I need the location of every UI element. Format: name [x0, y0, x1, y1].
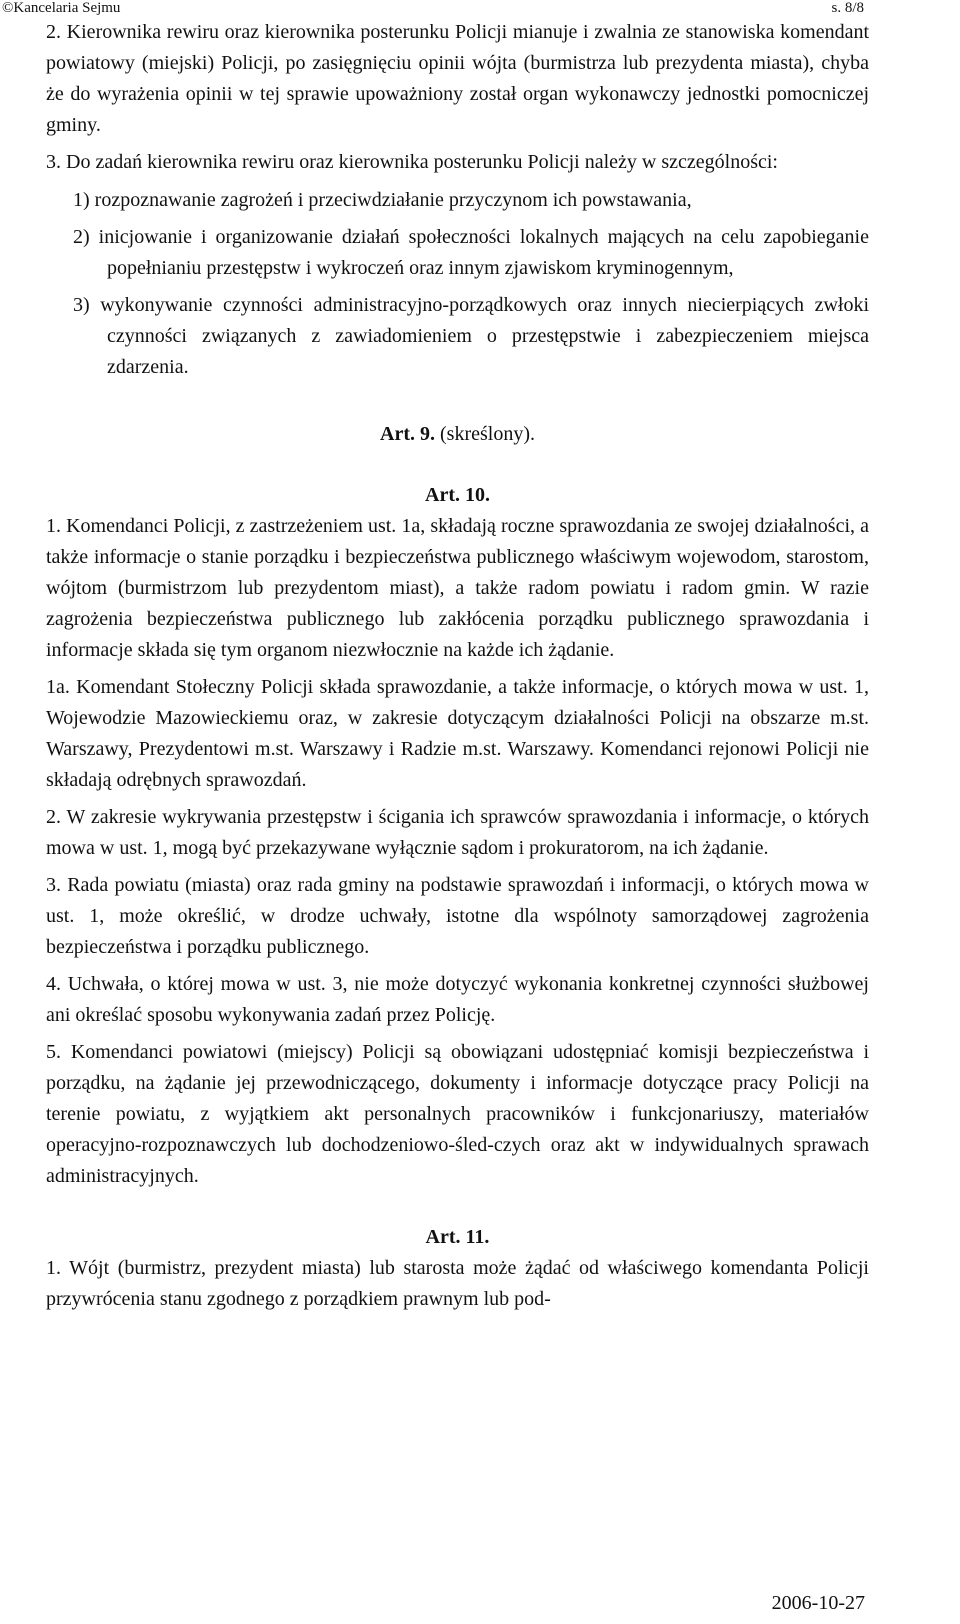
art10-paragraph-2: 2. W zakresie wykrywania przestępstw i ścigania ich sprawców sprawozdania i informacje, o których mowa w ust. 1, mogą być przekazywane wyłącznie sądom i prokuratorom, na ich żądanie.	[46, 806, 869, 859]
art8-paragraph-3-intro: 3. Do zadań kierownika rewiru oraz kierownika posterunku Policji należy w szczególności:	[46, 151, 778, 173]
header-copyright: ©Kancelaria Sejmu	[2, 0, 121, 16]
art8-paragraph-2: 2. Kierownika rewiru oraz kierownika posterunku Policji mianuje i zwalnia ze stanowiska komendant powiatowy (miejski) Policji, po zasięgnięciu opinii wójta (burmistrza lub prezydenta miasta), chyba że do wyrażenia opinii w tej sprawie upoważniony został organ wykonawczy jednostki pomocniczej gminy.	[46, 21, 869, 136]
list-item: 1) rozpoznawanie zagrożeń i przeciwdziałanie przyczynom ich powstawania,	[73, 189, 692, 211]
art10-paragraph-3: 3. Rada powiatu (miasta) oraz rada gminy na podstawie sprawozdań i informacji, o których mowa w ust. 1, może określić, w drodze uchwały, istotne dla wspólnoty samorządowej zagrożenia bezpieczeństwa i porządku publicznego.	[46, 874, 869, 958]
footer-date: 2006-10-27	[771, 1592, 865, 1614]
art8-paragraph-3-list	[46, 185, 869, 383]
document-body	[46, 17, 869, 1315]
list-item: 3) wykonywanie czynności administracyjno-porządkowych oraz innych niecierpiących zwłoki czynności związanych z zawiadomieniem o przestępstwie i zabezpieczeniem miejsca zdarzenia.	[73, 294, 869, 378]
art10-paragraph-1a: 1a. Komendant Stołeczny Policji składa sprawozdanie, a także informacje, o których mowa w ust. 1, Wojewodzie Mazowieckiemu oraz, w zakresie dotyczącym działalności Policji na obszarze m.st. Warszawy, Prezydentowi m.st. Warszawy i Radzie m.st. Warszawy. Komendanci rejonowi Policji nie składają odrębnych sprawozdań.	[46, 676, 869, 791]
art10-paragraph-4: 4. Uchwała, o której mowa w ust. 3, nie może dotyczyć wykonania konkretnej czynności służbowej ani określać sposobu wykonywania zadań przez Policję.	[46, 973, 869, 1026]
art10-heading: Art. 10.	[425, 484, 490, 506]
art9-note: (skreślony).	[440, 423, 535, 445]
art11-paragraph-1: 1. Wójt (burmistrz, prezydent miasta) lub starosta może żądać od właściwego komendanta Policji przywrócenia stanu zgodnego z porządkiem prawnym lub pod-	[46, 1257, 869, 1310]
art9-title: Art. 9.	[380, 423, 435, 445]
header-page-number: s. 8/8	[831, 0, 864, 16]
list-item: 2) inicjowanie i organizowanie działań społeczności lokalnych mających na celu zapobieganie popełnianiu przestępstw i wykroczeń oraz innym zjawiskom kryminogennym,	[73, 226, 869, 279]
art10-paragraph-5: 5. Komendanci powiatowi (miejscy) Policji są obowiązani udostępniać komisji bezpieczeństwa i porządku, na żądanie jej przewodniczącego, dokumenty i informacje dotyczące pracy Policji na terenie powiatu, z wyjątkiem akt personalnych pracowników i funkcjonariuszy, materiałów operacyjno-rozpoznawczych lub dochodzeniowo-śled-czych oraz akt w indywidualnych sprawach administracyjnych.	[46, 1041, 869, 1187]
art11-heading: Art. 11.	[425, 1226, 490, 1248]
art10-paragraph-1: 1. Komendanci Policji, z zastrzeżeniem ust. 1a, składają roczne sprawozdania ze swojej działalności, a także informacje o stanie porządku i bezpieczeństwa publicznego właściwym wojewodom, starostom, wójtom (burmistrzom lub prezydentom miast), a także radom powiatu i radom gmin. W razie zagrożenia bezpieczeństwa publicznego lub zakłócenia porządku publicznego sprawozdania i informacje składa się tym organom niezwłocznie na każde ich żądanie.	[46, 515, 869, 661]
art9-heading	[46, 419, 869, 450]
